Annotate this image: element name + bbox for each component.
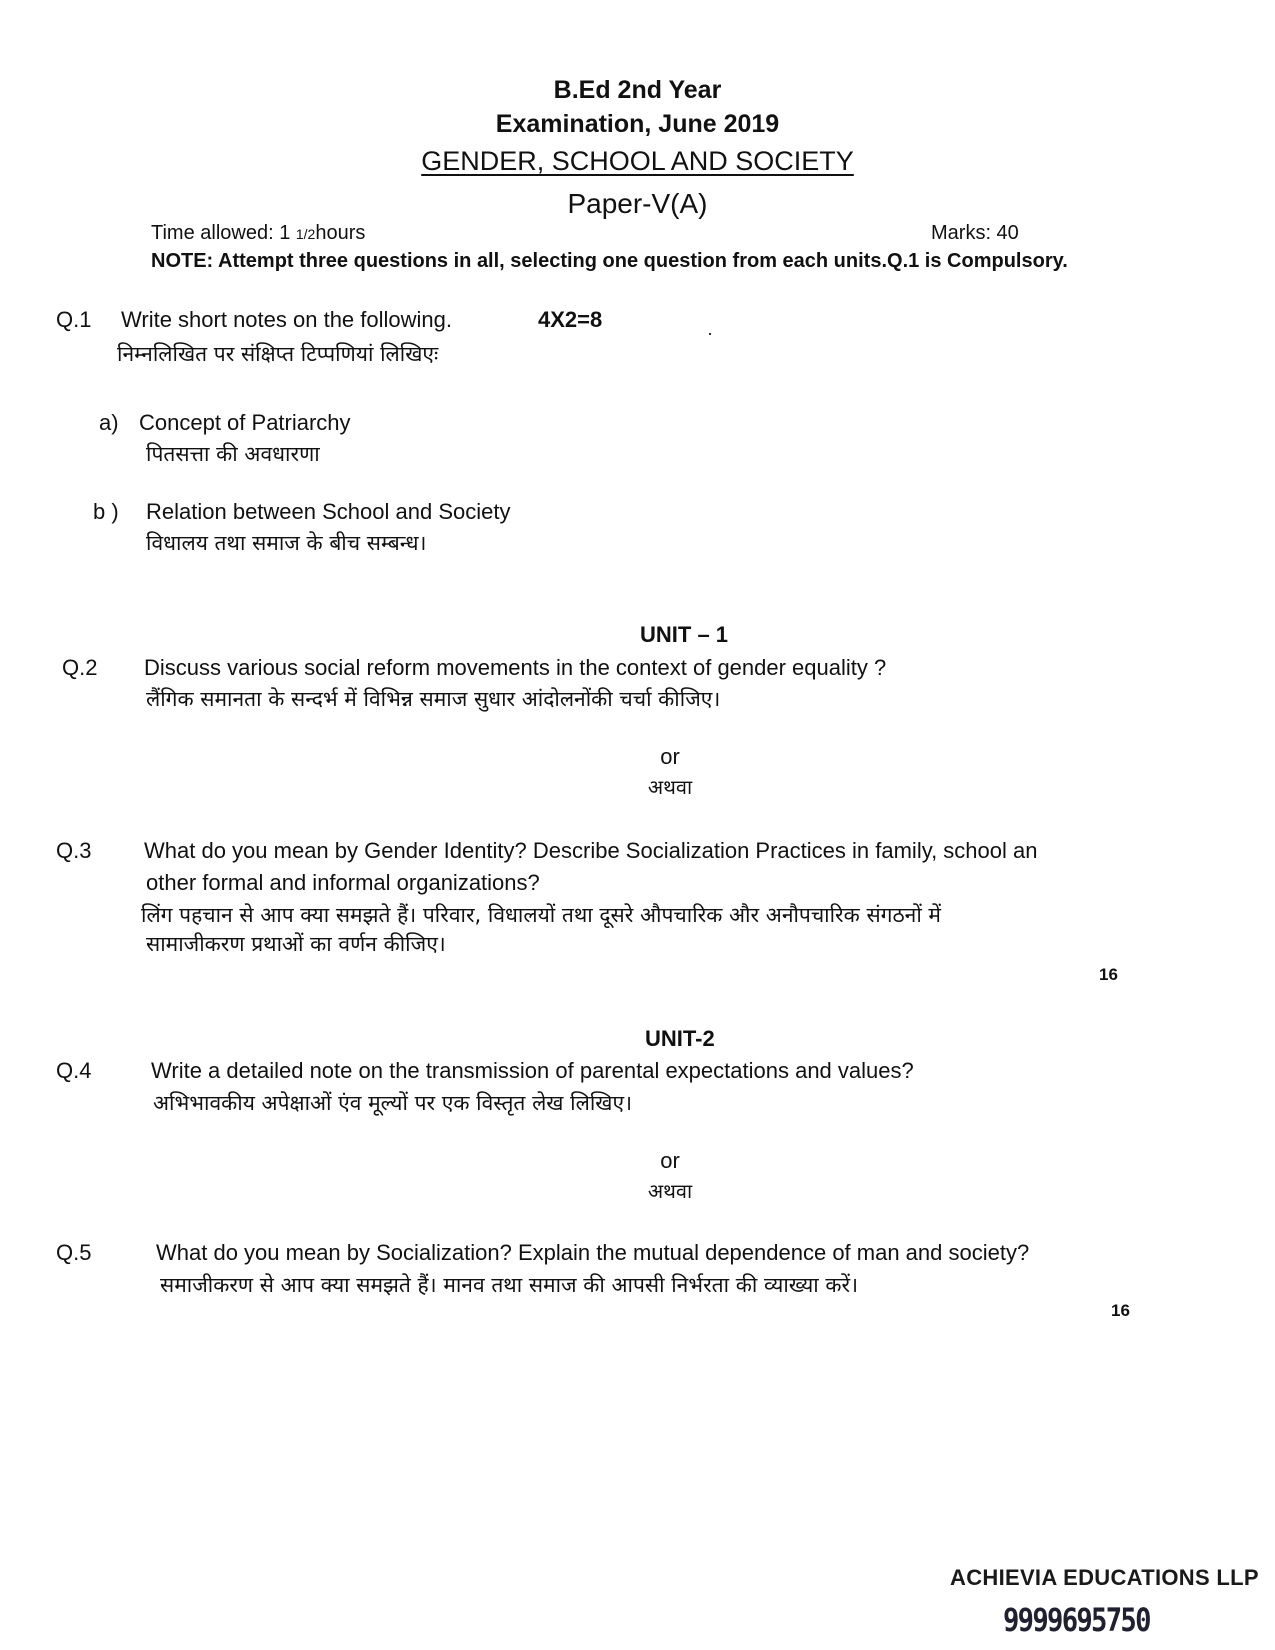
question-text: Write short notes on the following. (121, 307, 452, 332)
unit-marks: 16 (1099, 965, 1118, 984)
unit-heading: UNIT – 1 (640, 622, 729, 647)
exam-title-year: B.Ed 2nd Year (553, 76, 722, 104)
or-separator: or (660, 1148, 680, 1173)
or-separator-hindi: अथवा (647, 1179, 693, 1203)
question-number: Q.3 (56, 838, 92, 863)
part-label: a) (99, 410, 119, 435)
question-number: Q.2 (62, 655, 98, 680)
instructions-note: NOTE: Attempt three questions in all, selecting one question from each units.Q.1 is Compulsory. (151, 250, 1068, 272)
question-number: Q.4 (56, 1058, 92, 1083)
subject-title-text: GENDER, SCHOOL AND SOCIETY (421, 146, 854, 176)
part-text-hindi: पितसत्ता की अवधारणा (146, 442, 320, 466)
part-text-hindi: विधालय तथा समाज के बीच सम्बन्ध। (146, 531, 427, 555)
time-fraction: 1/2 (295, 226, 316, 242)
question-text: What do you mean by Socialization? Explain the mutual dependence of man and society? (156, 1240, 1030, 1265)
question-text-hindi: निम्नलिखित पर संक्षिप्त टिप्पणियां लिखिएः (117, 342, 439, 366)
question-text-line1: What do you mean by Gender Identity? Describe Socialization Practices in family, school an (144, 838, 1038, 863)
question-text-hindi: अभिभावकीय अपेक्षाओं एंव मूल्यों पर एक विस्तृत लेख लिखिए। (153, 1091, 633, 1115)
time-unit: hours (315, 222, 366, 244)
question-number: Q.5 (56, 1240, 92, 1265)
publisher-phone: 9999695750 (1003, 1601, 1150, 1639)
part-text: Concept of Patriarchy (139, 410, 351, 435)
or-separator-hindi: अथवा (647, 775, 693, 799)
part-label: b ) (93, 499, 119, 524)
question-marks: 4X2=8 (538, 307, 603, 332)
question-text-hindi-line1: लिंग पहचान से आप क्या समझते हैं। परिवार, विधालयों तथा दूसरे औपचारिक और अनौपचारिक संगठनों में (141, 903, 941, 927)
time-allowed (151, 222, 365, 245)
part-text: Relation between School and Society (146, 499, 511, 524)
unit-heading: UNIT-2 (645, 1026, 715, 1051)
question-text-hindi: समाजीकरण से आप क्या समझते हैं। मानव तथा समाज की आपसी निर्भरता की व्याख्या करें। (160, 1273, 859, 1297)
total-marks: Marks: 40 (931, 222, 1019, 244)
question-text-hindi-line2: सामाजीकरण प्रथाओं का वर्णन कीजिए। (146, 932, 446, 956)
publisher-name: ACHIEVIA EDUCATIONS LLP (950, 1565, 1259, 1590)
time-label: Time allowed: 1 (151, 222, 296, 244)
or-separator: or (660, 744, 680, 769)
exam-title-session: Examination, June 2019 (495, 110, 780, 138)
unit-marks: 16 (1111, 1301, 1130, 1320)
question-number: Q.1 (56, 307, 92, 332)
question-text: Discuss various social reform movements in the context of gender equality ? (144, 655, 887, 680)
question-text-hindi: लैंगिक समानता के सन्दर्भ में विभिन्न समाज सुधार आंदोलनोंकी चर्चा कीजिए। (146, 687, 721, 711)
paper-code: Paper-V(A) (567, 188, 708, 219)
question-text: Write a detailed note on the transmission of parental expectations and values? (151, 1058, 914, 1083)
stray-dot (709, 333, 711, 335)
question-text-line2: other formal and informal organizations? (146, 870, 540, 895)
subject-title (0, 146, 1275, 177)
